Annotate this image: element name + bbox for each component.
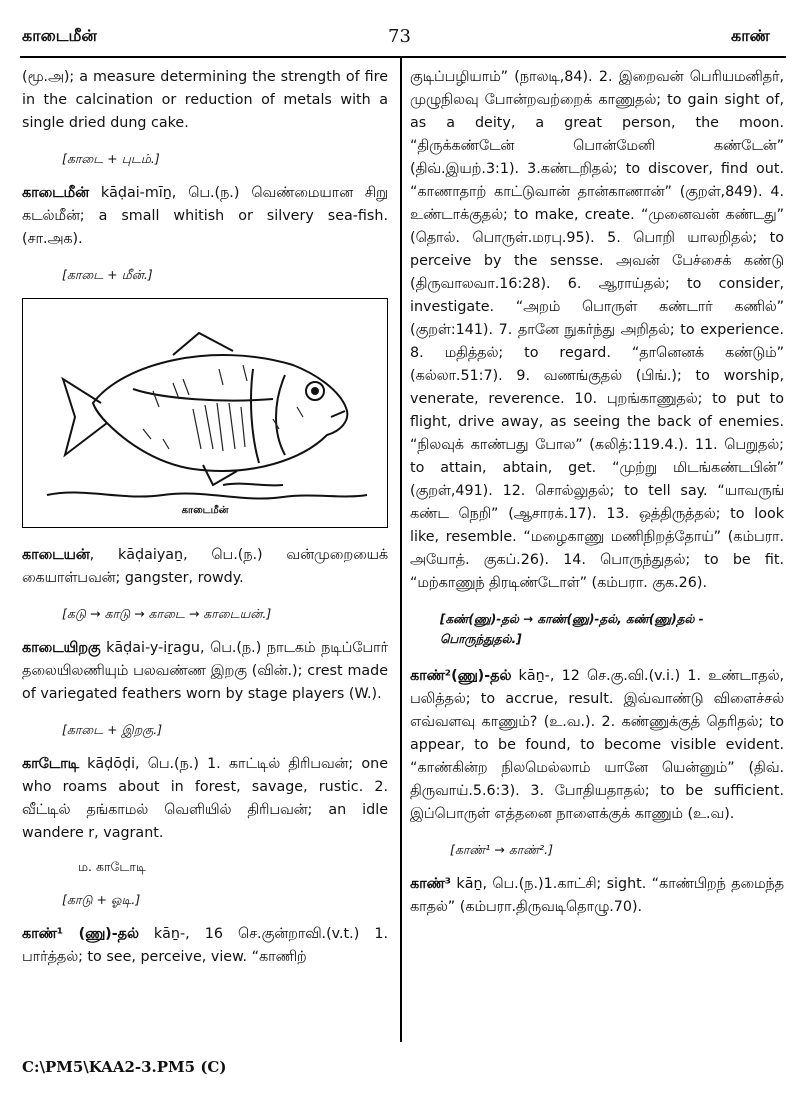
etymology-note: [காடை + இறகு.]	[62, 722, 163, 737]
etymology-note: [காடை + புடம்.]	[62, 151, 160, 166]
continued-entry-text: (மூ.அ); a measure determining the strength of fire in the calcination or reduction of metals with a single dried dung cake.	[22, 69, 388, 131]
etymology-note: [கண்(ணு)-தல் → காண்(ணு)-தல், கண்(ணு)தல் - பொருந்துதல்.]	[440, 612, 704, 646]
headword: காடையிறகு	[22, 640, 101, 656]
headword: காண்²(ணு)-தல்	[410, 668, 512, 684]
entry-text: kāṉ-, 12 செ.கு.வி.(v.i.) 1. உண்டாதல், பலித்தல்; to accrue, result. இவ்வாண்டு விளைச்சல் எவ்வளவு காணும்? (உ.வ.). 2. கண்ணுக்குத் தெரிதல்; to appear, to be found, to become visible evident. “காண்கின்ற நிலமெல்லாம் யானே யென்னும்” (திவ். திருவாய்.5.6:3). 3. போதியதாதல்; to be sufficient. இப்பொருள் எத்தனை நாளைக்குக் காணும் (உ.வ).	[410, 668, 784, 822]
figure-caption: காடைமீன்	[181, 505, 229, 516]
continued-entry-text: குடிப்பழியாம்” (நாலடி,84). 2. இறைவன் பெரியமனிதர், முழுநிலவு போன்றவற்றைக் காணுதல்; to gain sight of, as a deity, a great person, the moon. “திருக்கண்டேன் பொன்மேனி கண்டேன்” (திவ்.இயற்.3:1). 3.கண்டறிதல்; to discover, find out. “காணாதாற் காட்டுவான் தான்காணான்” (குறள்,849). 4. உண்டாக்குதல்; to make, create. “முனைவன் கண்டது” (தொல். பொருள்.மரபு.95). 5. பொறி யாலறிதல்; to perceive by the sensse. அவன் பேச்சைக் கண்டு (திருவாலவா.16:28). 6. ஆராய்தல்; to consider, investigate. “அறம் பொருள் கண்டார் கணில்” (குறள்:141). 7. தானே நுகர்ந்து அறிதல்; to experience. 8. மதித்தல்; to regard. “தானெனக் கண்டும்” (கல்லா.51:7). 9. வணங்குதல் (பிங்.); to worship, venerate, reverence. 10. புறங்காணுதல்; to put to flight, drive away, as seeing the back of enemies. “நிலவுக் காண்பது போல” (கலித்:119.4.). 11. பெறுதல்; to attain, abtain, get. “முற்று மிடங்கண்டபின்” (குறள்,491). 12. சொல்லுதல்; to tell say. “யாவருங் கண்ட நெறி” (ஆசாரக்.17). 13. ஒத்திருத்தல்; to look like, resemble. “மழைகாணு மணிநிறத்தோய்” (கம்பரா. அயோத். குகப்.26). 14. பொருந்துதல்; to be fit. “மற்காணுந் திரடிண்டோள்” (கம்பரா. குக.26).	[410, 69, 784, 591]
page-number: 73	[388, 26, 411, 47]
entry-text: kāḍai-mīṉ, பெ.(ந.) வெண்மையான சிறு கடல்மீன்; a small whitish or silvery sea-fish. (சா.அக).	[22, 185, 388, 247]
headword: காண்¹ (ணு)-தல்	[22, 926, 139, 942]
headword: காடைமீன்	[22, 185, 89, 201]
column-divider	[400, 56, 402, 1042]
dictionary-entry-kaan2	[410, 665, 784, 826]
header-rule	[20, 56, 786, 58]
fish-drawing	[23, 299, 387, 527]
entry-text: kāṉ, பெ.(ந.)1.காட்சி; sight. “காண்பிறந் தமைந்த காதல்” (கம்பரா.திருவடிதொழு.70).	[410, 876, 784, 915]
etymology-note: [காடை + மீன்.]	[62, 267, 153, 282]
dictionary-entry-kaan1	[22, 923, 388, 969]
dictionary-entry-kadaimin	[22, 182, 388, 251]
dictionary-entry-kadodi	[22, 753, 388, 845]
entry-text: kāḍōḍi, பெ.(ந.) 1. காட்டில் திரிபவன்; one who roams about in forest, savage, rustic. 2. வீட்டில் தங்காமல் வெளியில் திரிபவன்; an idle wandere r, vagrant.	[22, 756, 388, 841]
etymology-note: [கடு → காடு → காடை → காடையன்.]	[62, 606, 272, 621]
cognate-note: ம. காடோடி	[78, 859, 146, 874]
entry-text: , kāḍaiyaṉ, பெ.(ந.) வன்முறையைக் கையாள்பவன்; gangster, rowdy.	[22, 547, 388, 586]
fish-illustration	[22, 298, 388, 528]
file-path-footer: C:\PM5\KAA2-3.PM5 (C)	[22, 1058, 227, 1076]
headword: காடையன்	[22, 547, 90, 563]
entry-text: kāḍai-y-iṟagu, பெ.(ந.) நாடகம் நடிப்போர் தலையிலணியும் பலவண்ண இறகு (வின்.); crest made of variegated feathers worn by stage players (W.).	[22, 640, 388, 702]
running-head-left: காடைமீன்	[22, 26, 97, 45]
etymology-note: [காடு + ஓடி.]	[62, 892, 141, 907]
headword: காண்³	[410, 876, 452, 892]
etymology-note: [காண்¹ → காண்².]	[450, 842, 554, 857]
left-column	[22, 66, 388, 969]
headword: காடோடி	[22, 756, 79, 772]
entry-text: kāṉ-, 16 செ.குன்றாவி.(v.t.) 1. பார்த்தல்; to see, perceive, view. “காணிற்	[22, 926, 388, 965]
right-column	[410, 66, 784, 919]
running-head-right: காண்	[731, 26, 770, 45]
dictionary-entry-kaan3	[410, 873, 784, 919]
dictionary-entry-kadaiyan	[22, 544, 388, 590]
dictionary-entry-kadaiyiragu	[22, 637, 388, 706]
